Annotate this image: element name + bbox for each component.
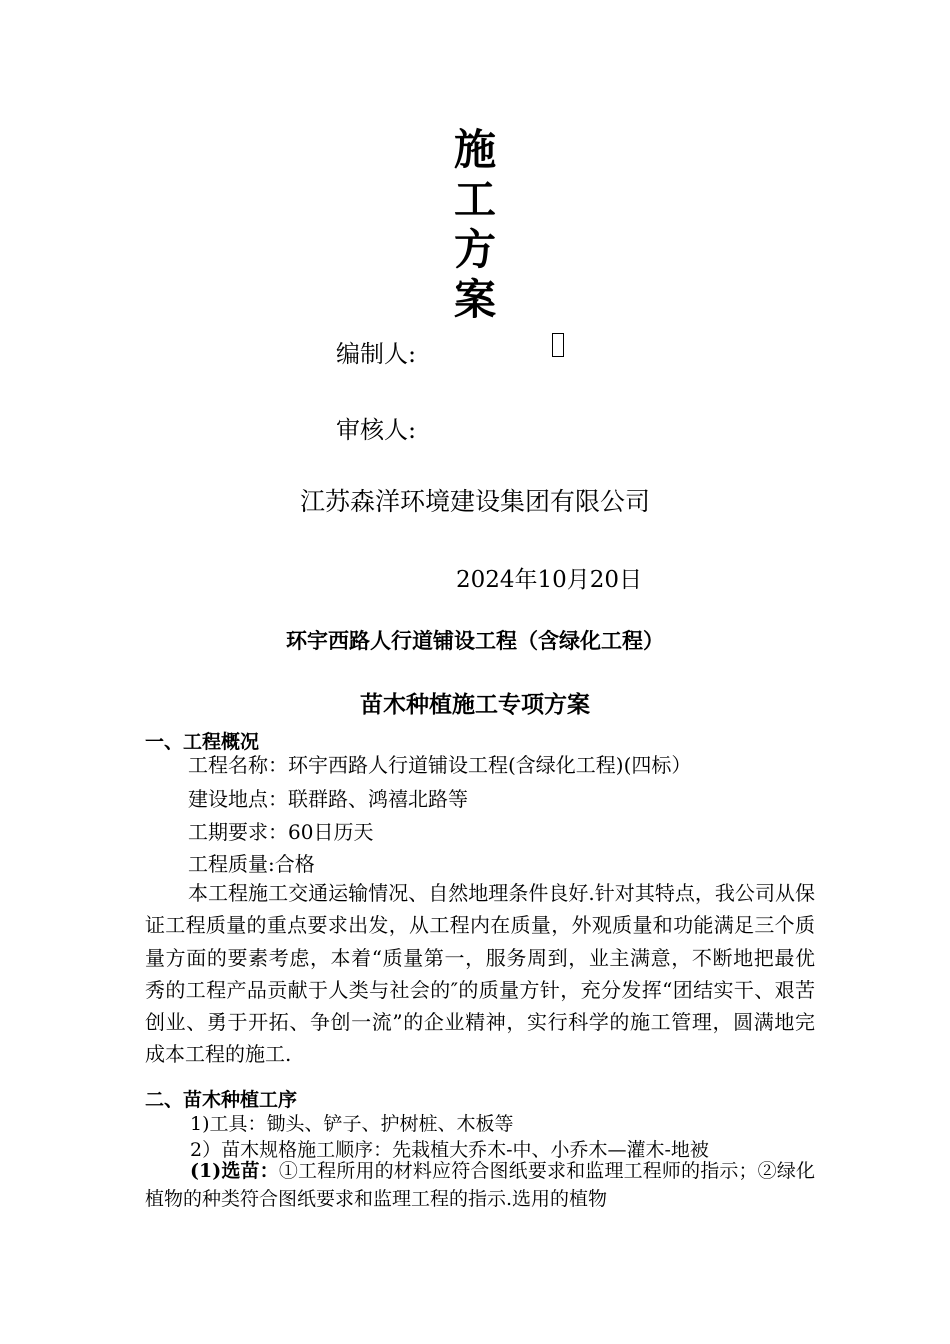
tools-line: 1)工具：锄头、铲子、护树桩、木板等 <box>190 1113 514 1135</box>
company-name: 江苏森洋环境建设集团有限公司 <box>299 487 650 516</box>
quality-line: 工程质量:合格 <box>188 852 315 876</box>
cover-title-char-3: 方 <box>454 225 497 274</box>
location-line: 建设地点：联群路、鸿禧北路等 <box>188 787 468 811</box>
plan-title: 苗木种植施工专项方案 <box>360 691 590 718</box>
planting-order-line: 2）苗木规格施工顺序：先栽植大乔木-中、小乔木—灌木-地被 <box>190 1139 709 1161</box>
missing-glyph-box <box>552 333 564 357</box>
reviewer-label: 审核人: <box>336 416 417 444</box>
project-name-line: 工程名称：环宇西路人行道铺设工程(含绿化工程)(四标） <box>188 753 692 777</box>
cover-title-char-2: 工 <box>454 175 497 224</box>
duration-line: 工期要求：60日历天 <box>188 820 374 844</box>
cover-date: 2024年10月20日 <box>456 567 643 593</box>
section-2-title: 二、苗木种植工序 <box>145 1089 298 1111</box>
overview-paragraph: 本工程施工交通运输情况、自然地理条件良好.针对其特点，我公司从保证工程质量的重点要求出发，从工程内在质量，外观质量和功能满足三个质量方面的要素考虑，本着“质量第一，服务周到，业主满意，不断地把最优秀的工程产品贡献于人类与社会的″的质量方针，充分发挥“团结实干、艰苦创业、勇于开拓、争创一流”的企业精神，实行科学的施工管理，圆满地完成本工程的施工. <box>145 881 815 1067</box>
cover-title-char-4: 案 <box>454 275 497 324</box>
step-1-text: ①工程所用的材料应符合图纸要求和监理工程师的指示；②绿化植物的种类符合图纸要求和监理工程的指示.选用的植物 <box>145 1160 815 1210</box>
section-1-title: 一、工程概况 <box>145 731 260 753</box>
step-1-label: (1)选苗： <box>190 1160 279 1182</box>
project-title: 环宇西路人行道铺设工程（含绿化工程） <box>286 628 664 653</box>
cover-title-char-1: 施 <box>454 125 497 174</box>
compiler-label: 编制人: <box>336 340 417 368</box>
step-1-paragraph <box>145 1157 815 1213</box>
